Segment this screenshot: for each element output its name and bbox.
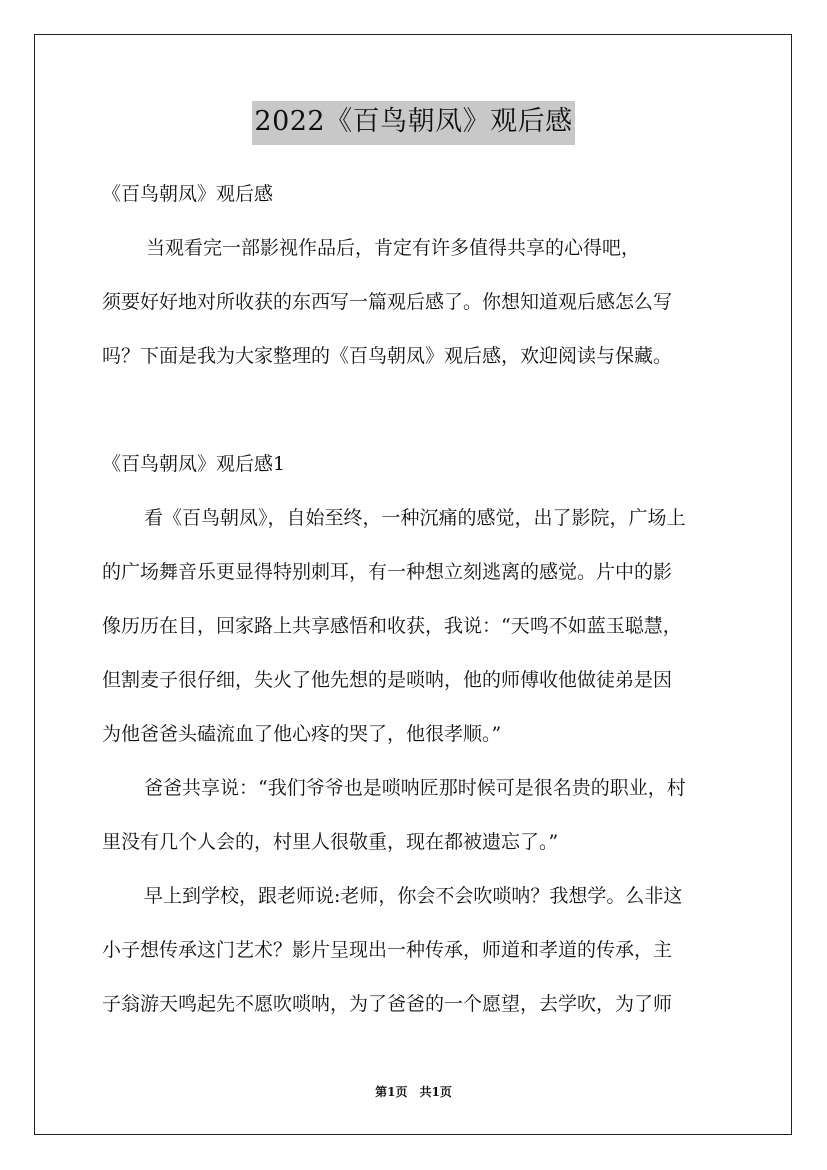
body-line-9: 小子想传承这门艺术？影片呈现出一种传承，师道和孝道的传承，主: [102, 939, 673, 961]
body-line-3: 像历历在目，回家路上共享感悟和收获，我说：“天鸣不如蓝玉聪慧，: [102, 615, 682, 637]
intro-line-1: 当观看完一部影视作品后，肯定有许多值得共享的心得吧，: [108, 237, 641, 259]
body-line-7: 里没有几个人会的，村里人很敬重，现在都被遗忘了。”: [102, 831, 559, 853]
document-title-wrap: [0, 101, 827, 145]
body-line-8: 早上到学校，跟老师说:老师，你会不会吹唢呐？我想学。么非这: [106, 885, 683, 907]
body-line-5: 为他爸爸头磕流血了他心疼的哭了，他很孝顺。”: [102, 723, 502, 745]
body-line-2: 的广场舞音乐更显得特别刺耳，有一种想立刻逃离的感觉。片中的影: [102, 561, 673, 583]
document-title: 2022《百鸟朝凤》观后感: [252, 101, 574, 145]
page-number-label: 第1页 共1页: [375, 1085, 452, 1099]
intro-line-2: 须要好好地对所收获的东西写一篇观后感了。你想知道观后感怎么写: [102, 291, 673, 313]
body-line-6: 爸爸共享说：“我们爷爷也是唢呐匠那时候可是很名贵的职业，村: [106, 777, 686, 799]
subtitle-line: 《百鸟朝凤》观后感: [102, 183, 274, 205]
intro-line-3: 吗？下面是我为大家整理的《百鸟朝凤》观后感，欢迎阅读与保藏。: [102, 345, 673, 367]
body-line-10: 子翁游天鸣起先不愿吹唢呐，为了爸爸的一个愿望，去学吹，为了师: [102, 993, 673, 1015]
section-heading: 《百鸟朝凤》观后感1: [102, 453, 286, 475]
page-footer: [0, 1084, 827, 1100]
body-line-1: 看《百鸟朝凤》，自始至终，一种沉痛的感觉，出了影院，广场上: [106, 507, 686, 529]
body-line-4: 但割麦子很仔细，失火了他先想的是唢呐，他的师傅收他做徒弟是因: [102, 669, 673, 691]
